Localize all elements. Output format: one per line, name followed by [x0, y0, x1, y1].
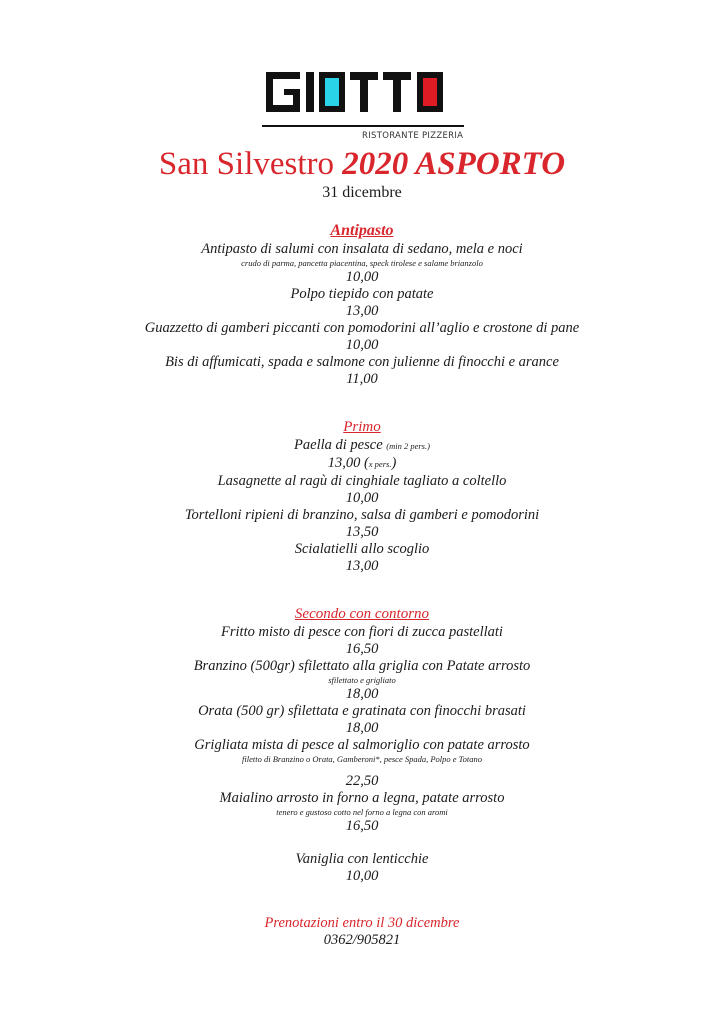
dish-price: 18,00 [345, 686, 379, 702]
dish-name: Tortelloni ripieni di branzino, salsa di gamberi e pomodorini [184, 507, 540, 523]
menu-body [0, 221, 724, 949]
dish-note: filetto di Branzino o Orata, Gamberoni*, pesce Spada, Polpo e Totano [242, 754, 482, 764]
dish-note: (min 2 pers.) [386, 441, 430, 451]
dish-name: Fritto misto di pesce con fiori di zucca pastellati [221, 624, 503, 640]
page-title: San Silvestro 2020 ASPORTO [158, 146, 566, 182]
section-heading-primo: Primo [343, 419, 381, 435]
dish-price: 13,00 [345, 558, 379, 574]
dish-price: 18,00 [345, 720, 379, 736]
dessert-price: 10,00 [345, 868, 379, 884]
dish-price: 11,00 [346, 371, 378, 387]
dish-note: tenero e gustoso cotto nel forno a legna con aromi [276, 807, 448, 817]
dish-name: Grigliata mista di pesce al salmoriglio con patate arrosto [194, 737, 530, 753]
section-heading-antipasto: Antipasto [330, 222, 394, 239]
dish-price: 10,00 [345, 490, 379, 506]
dish-name: Branzino (500gr) sfilettato alla griglia con Patate arrosto [193, 658, 531, 674]
dish-note: crudo di parma, pancetta piacentina, speck tirolese e salame brianzolo [241, 258, 483, 268]
menu-date: 31 dicembre [322, 184, 402, 201]
dish-name: Bis di affumicati, spada e salmone con julienne di finocchi e arance [165, 354, 559, 370]
phone-number: 0362/905821 [323, 932, 401, 948]
logo-subtitle: RISTORANTE PIZZERIA [362, 131, 464, 141]
logo-underline [262, 125, 464, 127]
dish-name: Maialino arrosto in forno a legna, patate arrosto [219, 790, 505, 806]
giotto-logo [262, 70, 464, 114]
dish-name: Orata (500 gr) sfilettata e gratinata con finocchi brasati [198, 703, 526, 719]
dish-price: 13,50 [345, 524, 379, 540]
dish-name: Antipasto di salumi con insalata di sedano, mela e noci [201, 241, 523, 257]
section-heading-secondo: Secondo con contorno [294, 606, 430, 622]
dessert-name: Vaniglia con lenticchie [295, 851, 429, 867]
dish-name: Lasagnette al ragù di cinghiale tagliato a coltello [217, 473, 507, 489]
dish-note: sfilettato e grigliato [328, 675, 396, 685]
dish-price: 10,00 [345, 337, 379, 353]
dish-name: Guazzetto di gamberi piccanti con pomodorini all’aglio e crostone di pane [144, 320, 580, 336]
dish-name: Paella di pesce (min 2 pers.) [294, 437, 430, 453]
dish-price: 13,00 (x pers.) [327, 455, 397, 471]
title-highlight: 2020 ASPORTO [342, 146, 566, 182]
dish-price: 22,50 [345, 773, 379, 789]
booking-note: Prenotazioni entro il 30 dicembre [264, 915, 460, 931]
dish-name: Polpo tiepido con patate [290, 286, 434, 302]
dish-name: Scialatielli allo scoglio [294, 541, 430, 557]
dish-price: 10,00 [345, 269, 379, 285]
dish-price: 16,50 [345, 818, 379, 834]
dish-price: 13,00 [345, 303, 379, 319]
dish-price: 16,50 [345, 641, 379, 657]
